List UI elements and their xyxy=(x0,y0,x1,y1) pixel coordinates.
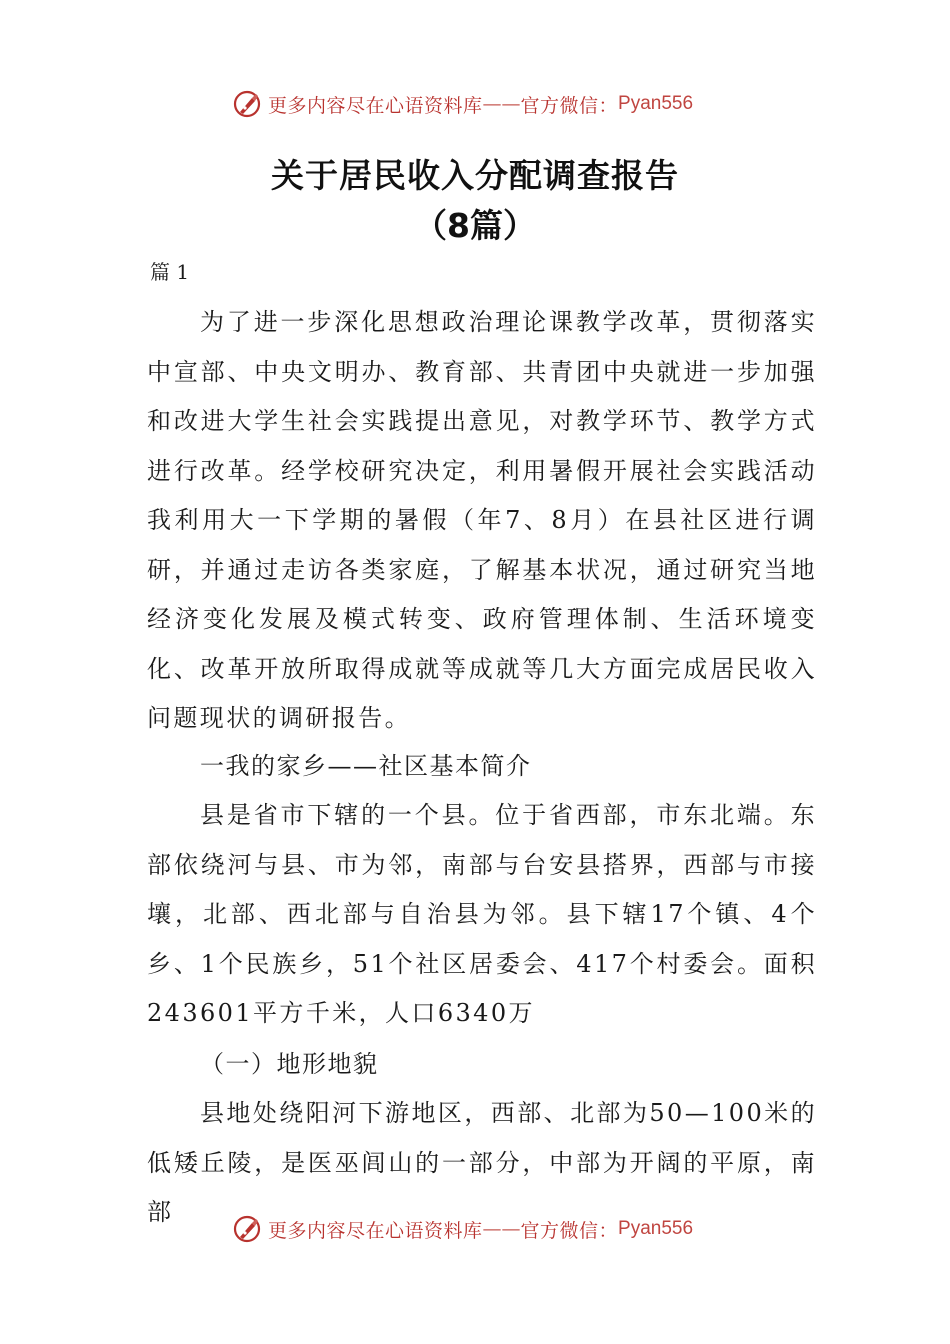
section-heading-terrain: （一）地形地貌 xyxy=(200,1050,379,1078)
section-heading-hometown: 一我的家乡——社区基本简介 xyxy=(200,752,532,780)
section-label: 篇 1 xyxy=(150,260,190,284)
watermark-wechat-id: Pyan556 xyxy=(618,93,694,114)
watermark-wechat-id: Pyan556 xyxy=(618,1218,694,1239)
terrain-paragraph: 县地处绕阳河下游地区，西部、北部为50—100米的低矮丘陵，是医巫闾山的一部分，中部为开阔的平原，南部 xyxy=(147,1099,817,1226)
watermark-main-text: 更多内容尽在心语资料库 xyxy=(268,94,483,117)
watermark-separator: —— xyxy=(482,1218,521,1240)
footer-watermark xyxy=(232,1212,792,1246)
document-subtitle: （8篇） xyxy=(414,206,536,245)
county-paragraph: 县是省市下辖的一个县。位于省西部，市东北端。东部依绕河与县、市为邻，南部与台安县搭界，西部与市接壤，北部、西北部与自治县为邻。县下辖17个镇、4个乡、1个民族乡，51个社区居委会、417个村委会。面积243601平方千米，人口6340万 xyxy=(147,801,817,1027)
document-title: 关于居民收入分配调查报告 xyxy=(271,156,679,195)
pen-nib-logo-icon xyxy=(232,89,262,119)
watermark-main-text: 更多内容尽在心语资料库 xyxy=(268,1219,483,1242)
intro-paragraph: 为了进一步深化思想政治理论课教学改革，贯彻落实中宣部、中央文明办、教育部、共青团中央就进一步加强和改进大学生社会实践提出意见，对教学环节、教学方式进行改革。经学校研究决定，利用暑假开展社会实践活动我利用大一下学期的暑假（年7、8月）在县社区进行调研，并通过走访各类家庭，了解基本状况，通过研究当地经济变化发展及模式转变、政府管理体制、生活环境变化、改革开放所取得成就等成就等几大方面完成居民收入问题现状的调研报告。 xyxy=(147,308,817,732)
watermark-label: 官方微信： xyxy=(520,94,619,117)
watermark-label: 官方微信： xyxy=(520,1219,619,1242)
watermark-separator: —— xyxy=(482,93,521,115)
header-watermark xyxy=(232,87,792,121)
pen-nib-logo-icon xyxy=(232,1214,262,1244)
